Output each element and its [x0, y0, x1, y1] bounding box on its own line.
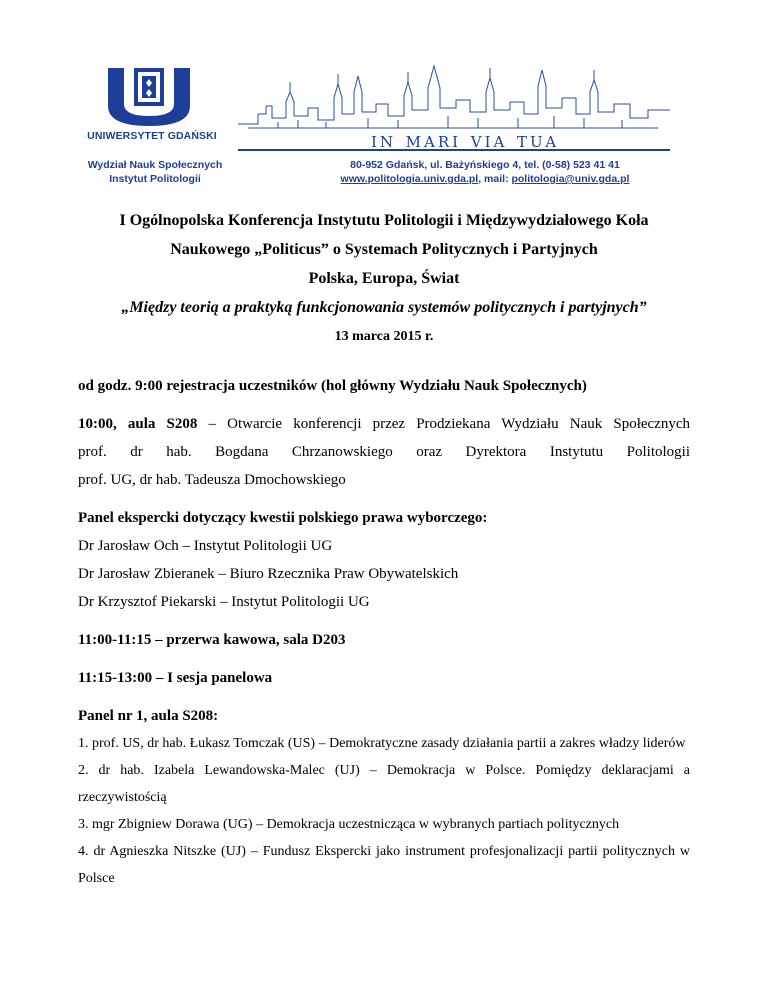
document-body	[78, 206, 690, 892]
expert-item: Dr Krzysztof Piekarski – Instytut Politologii UG	[78, 594, 370, 610]
faculty-name: Wydział Nauk Społecznych	[87, 159, 223, 171]
panel-1-title: Panel nr 1, aula S208:	[78, 708, 219, 724]
registration-line: od godz. 9:00 rejestracja uczestników (hol główny Wydziału Nauk Społecznych)	[78, 378, 587, 394]
university-name: UNIWERSYTET GDAŃSKI	[87, 130, 217, 142]
faculty-block	[70, 158, 240, 186]
motto: in mari via tua	[370, 128, 560, 152]
title-line-2: Naukowego „Politicus” o Systemach Politycznych i Partyjnych	[170, 241, 598, 258]
expert-panel-title: Panel ekspercki dotyczący kwestii polskiego prawa wyborczego:	[78, 510, 488, 526]
email-link[interactable]: politologia@univ.gda.pl	[511, 173, 630, 185]
talk-item: 2. dr hab. Izabela Lewandowska-Malec (UJ) – Demokracja w Polsce. Pomiędzy deklaracjami a rzeczywistością	[78, 763, 690, 805]
expert-item: Dr Jarosław Och – Instytut Politologii UG	[78, 538, 333, 554]
university-logo-icon	[104, 66, 194, 128]
opening-line-3: prof. UG, dr hab. Tadeusza Dmochowskiego	[78, 472, 346, 488]
title-line-1: I Ogólnopolska Konferencja Instytutu Politologii i Międzywydziałowego Koła	[119, 212, 649, 229]
opening-time: 10:00, aula S208	[78, 416, 198, 432]
conference-subtitle: „Między teorią a praktyką funkcjonowania systemów politycznych i partyjnych”	[121, 299, 647, 316]
postal-address: 80-952 Gdańsk, ul. Bażyńskiego 4, tel. (0-58) 523 41 41	[350, 159, 620, 171]
opening-line-1	[78, 410, 690, 438]
contact-block	[270, 158, 700, 186]
session-1: 11:15-13:00 – I sesja panelowa	[78, 670, 273, 686]
opening-line-2: prof. dr hab. Bogdana Chrzanowskiego oraz Dyrektora Instytutu Politologii	[78, 444, 690, 460]
website-link[interactable]: www.politologia.univ.gda.pl	[340, 173, 479, 185]
talk-item: 4. dr Agnieszka Nitszke (UJ) – Fundusz Ekspercki jako instrument profesjonalizacji partii politycznych w Polsce	[78, 844, 690, 886]
talk-item: 3. mgr Zbigniew Dorawa (UG) – Demokracja uczestnicząca w wybranych partiach politycznych	[78, 817, 620, 832]
expert-item: Dr Jarosław Zbieranek – Biuro Rzecznika Praw Obywatelskich	[78, 566, 459, 582]
title-line-3: Polska, Europa, Świat	[308, 270, 460, 287]
coffee-break: 11:00-11:15 – przerwa kawowa, sala D203	[78, 632, 346, 648]
talk-item: 1. prof. US, dr hab. Łukasz Tomczak (US) – Demokratyczne zasady działania partii a zakres władzy liderów	[78, 736, 686, 751]
letterhead	[0, 0, 768, 195]
institute-name: Instytut Politologii	[109, 173, 201, 185]
mail-label: , mail:	[478, 173, 509, 185]
conference-date: 13 marca 2015 r.	[334, 329, 434, 344]
opening-description: – Otwarcie konferencji przez Prodziekana Wydziału Nauk Społecznych	[197, 416, 690, 432]
web-contact-line	[270, 172, 700, 186]
